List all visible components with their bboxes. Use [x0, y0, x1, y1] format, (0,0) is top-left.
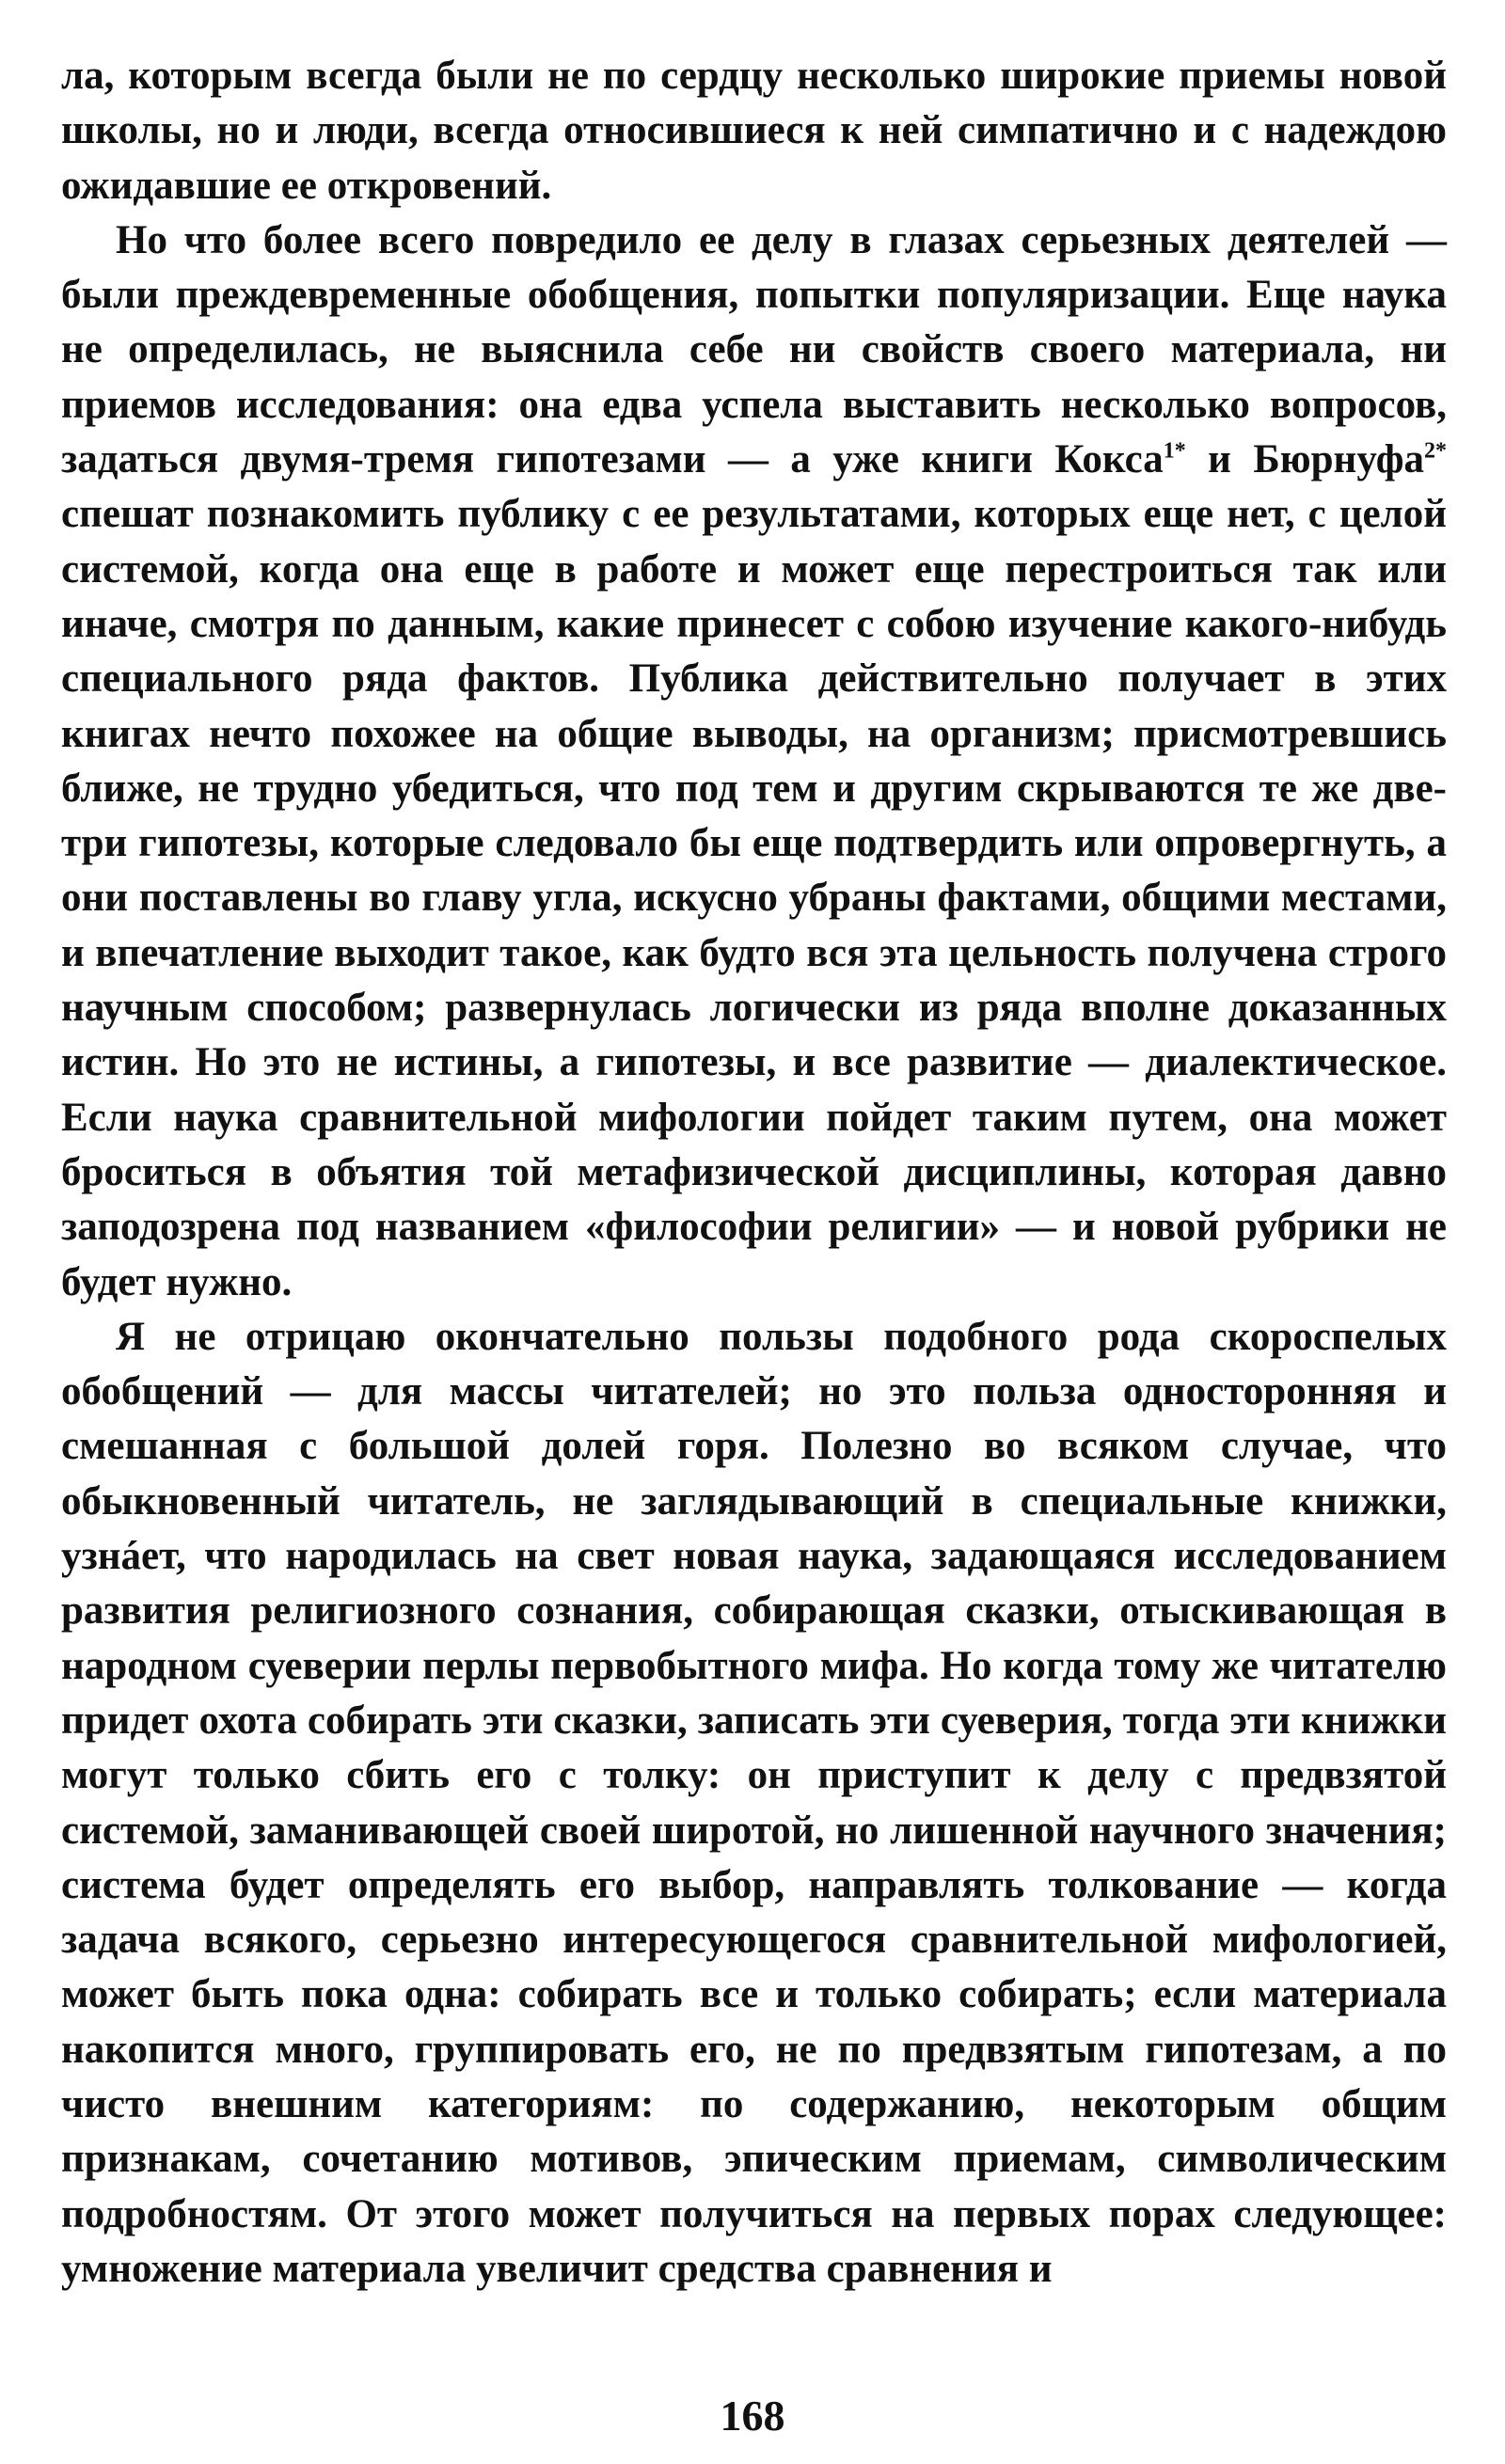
text-segment: и Бюрнуфа [1185, 437, 1425, 482]
paragraph-p2 [61, 213, 1447, 1310]
paragraph-p1 [61, 49, 1447, 213]
text-segment: спешат познакомить публику с ее результатами, которых еще нет, с целой системой, когда она еще в работе и может еще перестроиться так или иначе, смотря по данным, какие принесет с собою изучение какого-нибудь специального ряда фактов. Публика действительно получает в этих книгах нечто похожее на общие выводы, на организм; присмотревшись ближе, не трудно убедиться, что под тем и другим скрываются те же две-три гипотезы, которые следовало бы еще подтвердить или опровергнуть, а они поставлены во главу угла, искусно убраны фактами, общими местами, и впечатление выходит такое, как будто вся эта цельность получена строго научным способом; развернулась логически из ряда вполне доказанных истин. Но это не истины, а гипотезы, и все развитие — диалектическое. Если наука сравнительной мифологии пойдет таким путем, она может броситься в объятия той метафизической дисциплины, которая давно заподозрена под названием «философии религии» — и новой рубрики не будет нужно. [61, 492, 1447, 1304]
footnote-marker: 1* [1163, 438, 1186, 464]
text-segment: Я не отрицаю окончательно пользы подобного рода скороспелых обобщений — для массы читателей; но это польза односторонняя и смешанная с большой долей горя. Полезно во всяком случае, что обыкновенный читатель, не заглядывающий в специальные книжки, узнáет, что народилась на свет новая наука, задающаяся исследованием развития религиозного сознания, собирающая сказки, отыскивающая в народном суеверии перлы первобытного мифа. Но когда тому же читателю придет охота собирать эти сказки, записать эти суеверия, тогда эти книжки могут только сбить его с толку: он приступит к делу с предвзятой системой, заманивающей своей широтой, но лишенной научного значения; система будет определять его выбор, направлять толкование — когда задача всякого, серьезно интересующегося сравнительной мифологией, может быть пока одна: собирать все и только собирать; если материала накопится много, группировать его, не по предвзятым гипотезам, а по чисто внешним категориям: по содержанию, некоторым общим признакам, сочетанию мотивов, эпическим приемам, символическим подробностям. От этого может получиться на первых порах следующее: умножение материала увеличит средства сравнения и [61, 1314, 1447, 2291]
page-number: 168 [720, 2392, 785, 2440]
paragraph-p3 [61, 1310, 1447, 2297]
text-segment: ла, которым всегда были не по сердцу несколько широкие приемы новой школы, но и люди, всегда относившиеся к ней симпатично и с надеждою ожидавшие ее откровений. [61, 54, 1447, 208]
body-text [61, 49, 1447, 2297]
text-segment: Но что более всего повредило ее делу в глазах серьезных деятелей — были преждевременные обобщения, попытки популяризации. Еще наука не определилась, не выяснила себе ни свойств своего материала, ни приемов исследования: она едва успела выставить несколько вопросов, задаться двумя-тремя гипотезами — а уже книги Кокса [61, 217, 1447, 482]
footnote-marker: 2* [1424, 438, 1448, 464]
